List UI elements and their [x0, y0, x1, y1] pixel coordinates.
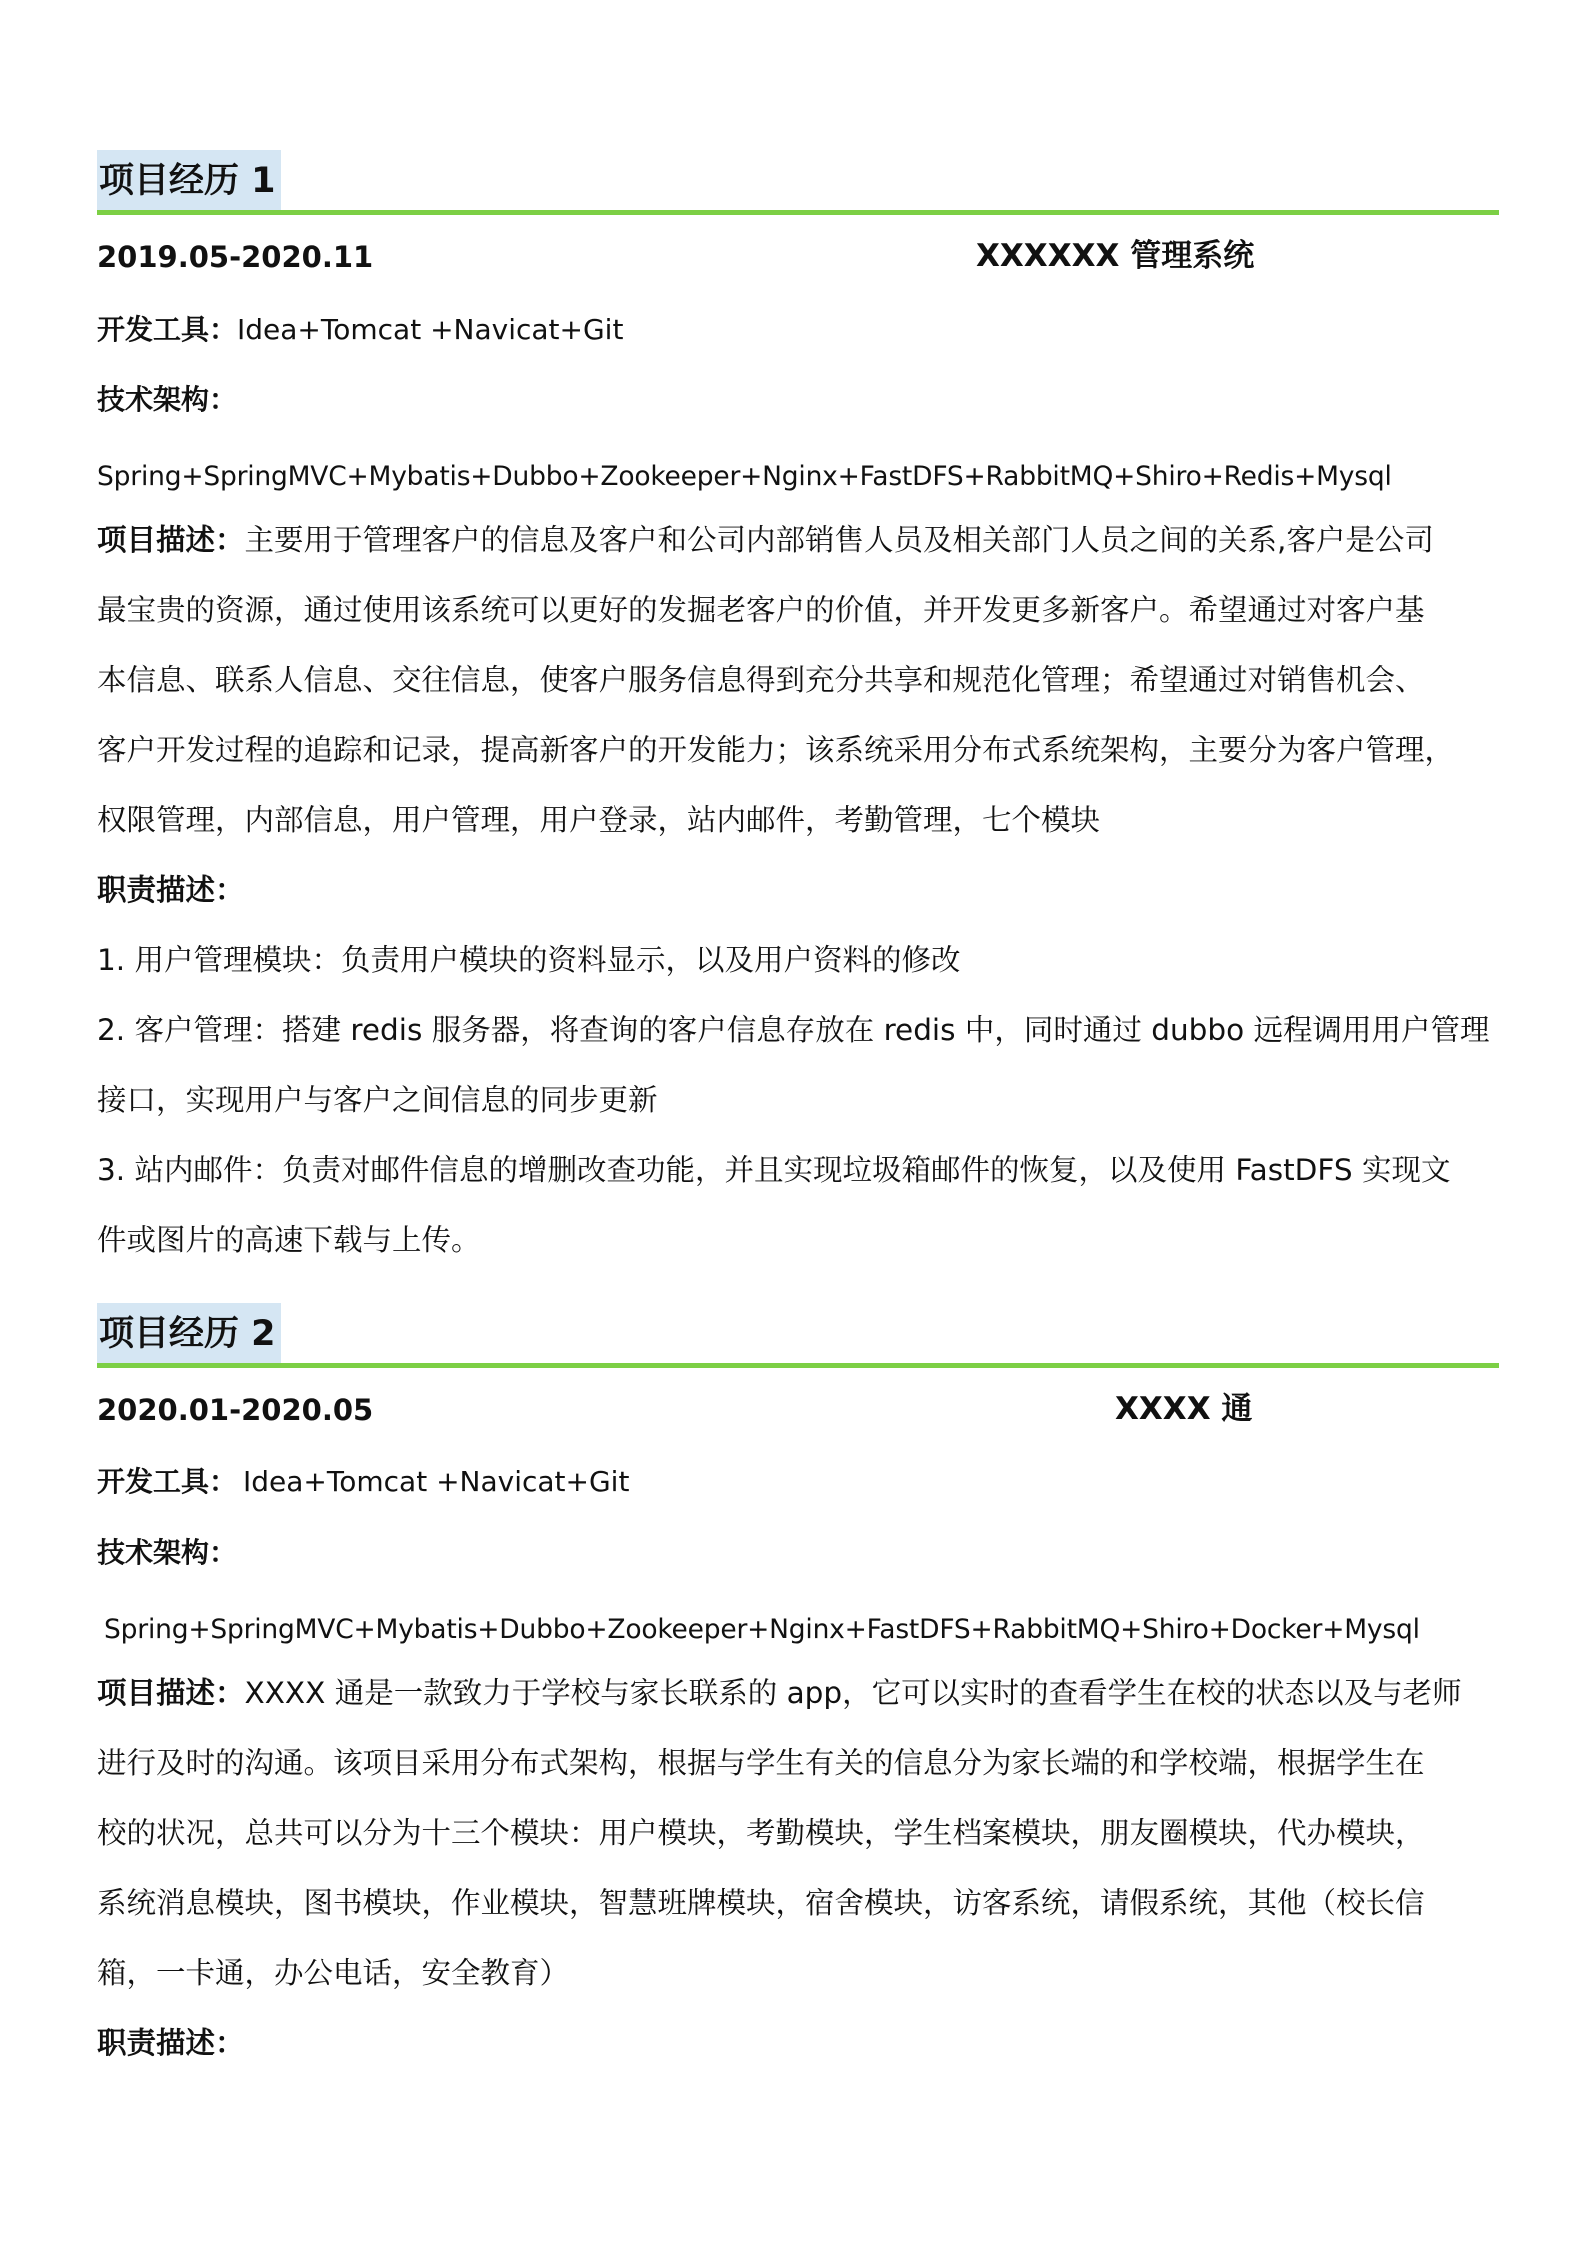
tools-label: 开发工具：	[97, 1465, 238, 1498]
project-1-meta	[97, 237, 1502, 278]
arch-label: 技术架构：	[97, 1536, 238, 1569]
project-2-arch-label-row	[97, 1533, 1502, 1573]
desc-label: 项目描述：	[97, 1676, 245, 1710]
project-1-tools	[97, 310, 1502, 350]
desc-line: 本信息、联系人信息、交往信息，使客户服务信息得到充分共享和规范化管理；希望通过对销售机会、	[97, 663, 1425, 697]
project-2-name: XXXX 通	[1115, 1391, 1253, 1427]
desc-label: 项目描述：	[97, 523, 245, 557]
project-2-date-range: 2020.01-2020.05	[97, 1393, 374, 1427]
project-1-description	[97, 505, 1502, 855]
duty-line: 件或图片的高速下载与上传。	[97, 1223, 481, 1257]
project-1-arch-value: Spring+SpringMVC+Mybatis+Dubbo+Zookeeper+Nginx+FastDFS+RabbitMQ+Shiro+Redis+Mysql	[97, 461, 1392, 492]
section-divider	[97, 210, 1499, 215]
project-1-duties	[97, 855, 1502, 1275]
project-2-duties	[97, 2008, 1502, 2078]
project-2-tools	[97, 1462, 1502, 1502]
tools-label: 开发工具：	[97, 313, 238, 346]
project-1-name: XXXXXX 管理系统	[976, 238, 1255, 274]
tools-value: Idea+Tomcat +Navicat+Git	[237, 313, 624, 346]
project-2-arch-value: Spring+SpringMVC+Mybatis+Dubbo+Zookeeper+Nginx+FastDFS+RabbitMQ+Shiro+Docker+Mysql	[104, 1614, 1420, 1645]
project-2-meta	[97, 1390, 1502, 1431]
project-2-header	[97, 1303, 1499, 1365]
desc-line: 进行及时的沟通。该项目采用分布式架构，根据与学生有关的信息分为家长端的和学校端，根据学生在	[97, 1746, 1425, 1780]
desc-line: 权限管理，内部信息，用户管理，用户登录，站内邮件，考勤管理，七个模块	[97, 803, 1101, 837]
desc-line: 校的状况，总共可以分为十三个模块：用户模块，考勤模块，学生档案模块，朋友圈模块，代办模块，	[97, 1816, 1425, 1850]
duty-line: 3. 站内邮件：负责对邮件信息的增删改查功能，并且实现垃圾箱邮件的恢复，以及使用 FastDFS 实现文	[97, 1153, 1451, 1187]
arch-label: 技术架构：	[97, 383, 238, 416]
desc-line: 箱，一卡通，办公电话，安全教育）	[97, 1956, 570, 1990]
duty-line: 2. 客户管理：搭建 redis 服务器，将查询的客户信息存放在 redis 中，同时通过 dubbo 远程调用用户管理	[97, 1013, 1490, 1047]
duty-label: 职责描述：	[97, 873, 245, 907]
project-1-heading: 项目经历 1	[97, 150, 281, 212]
project-2-heading: 项目经历 2	[97, 1303, 281, 1365]
project-2-description	[97, 1658, 1502, 2008]
desc-line: 系统消息模块，图书模块，作业模块，智慧班牌模块，宿舍模块，访客系统，请假系统，其他（校长信	[97, 1886, 1425, 1920]
duty-label: 职责描述：	[97, 2026, 245, 2060]
duty-line: 接口，实现用户与客户之间信息的同步更新	[97, 1083, 658, 1117]
desc-line: 最宝贵的资源，通过使用该系统可以更好的发掘老客户的价值，并开发更多新客户。希望通过对客户基	[97, 593, 1425, 627]
tools-value: Idea+Tomcat +Navicat+Git	[243, 1465, 630, 1498]
project-1-header	[97, 150, 1499, 212]
duty-line: 1. 用户管理模块：负责用户模块的资料显示，以及用户资料的修改	[97, 943, 961, 977]
project-1-arch-label-row	[97, 380, 1502, 420]
desc-line: 项目描述：主要用于管理客户的信息及客户和公司内部销售人员及相关部门人员之间的关系,客户是公司	[97, 523, 1434, 557]
desc-line: 客户开发过程的追踪和记录，提高新客户的开发能力；该系统采用分布式系统架构，主要分为客户管理，	[97, 733, 1455, 767]
project-1-date-range: 2019.05-2020.11	[97, 240, 374, 274]
section-divider	[97, 1363, 1499, 1368]
desc-line: 项目描述：XXXX 通是一款致力于学校与家长联系的 app，它可以实时的查看学生在校的状态以及与老师	[97, 1676, 1462, 1710]
